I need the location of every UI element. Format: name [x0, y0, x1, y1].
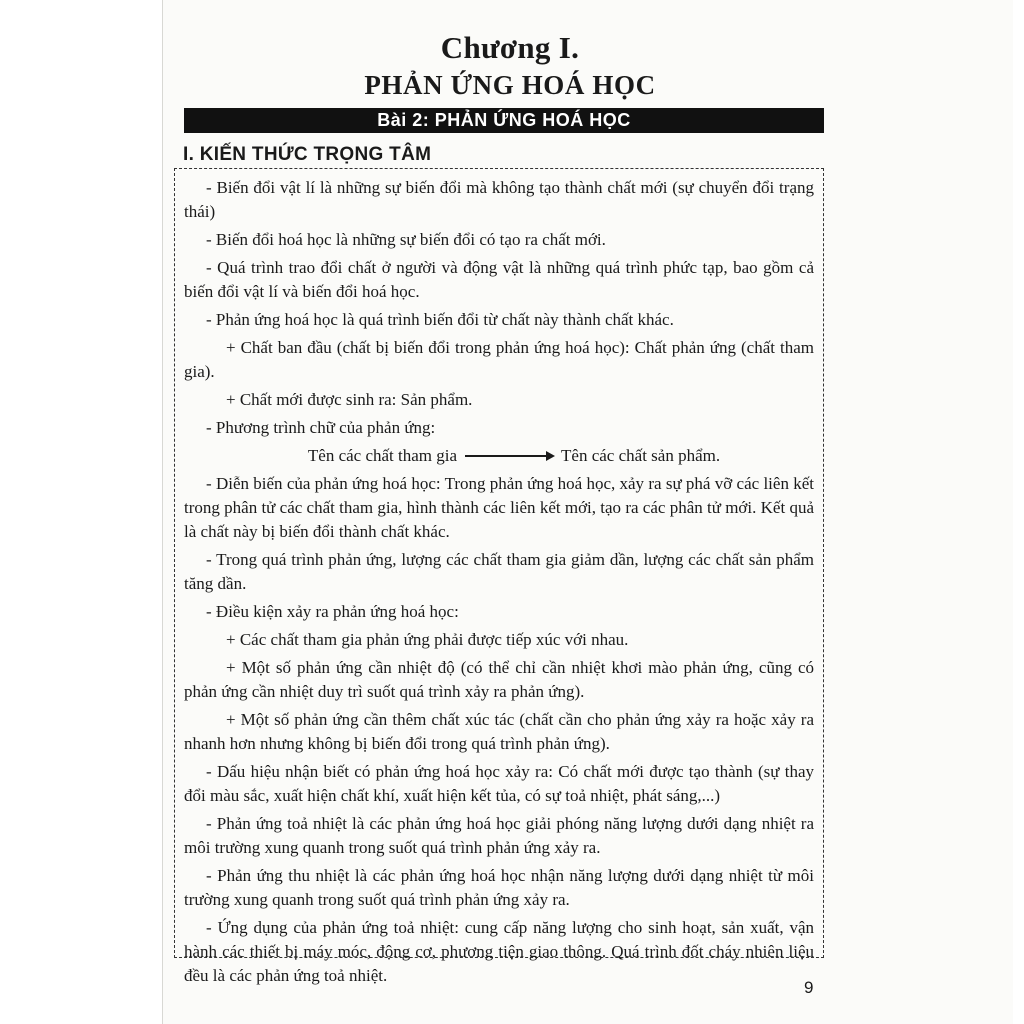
equation-left: Tên các chất tham gia	[307, 446, 458, 465]
paragraph-metabolism: - Quá trình trao đổi chất ở người và động vật là những quá trình phức tạp, bao gồm cả biến đổi vật lí và biến đổi hoá học.	[184, 258, 814, 301]
paragraph-products: + Chất mới được sinh ra: Sản phẩm.	[226, 390, 473, 409]
paragraph-amount-change: - Trong quá trình phản ứng, lượng các chất tham gia giảm dần, lượng các chất sản phẩm tăng dần.	[184, 550, 814, 593]
paragraph-exothermic: - Phản ứng toả nhiệt là các phản ứng hoá học giải phóng năng lượng dưới dạng nhiệt ra môi trường xung quanh trong suốt quá trình phản ứng xảy ra.	[184, 814, 814, 857]
paragraph-conditions: - Điều kiện xảy ra phản ứng hoá học:	[206, 602, 459, 621]
paragraph-signs: - Dấu hiệu nhận biết có phản ứng hoá học xảy ra: Có chất mới được tạo thành (sự thay đổi màu sắc, xuất hiện chất khí, xuất hiện kết tủa, có sự toả nhiệt, phát sáng,...)	[184, 762, 814, 805]
chapter-heading: Chương I.	[440, 30, 580, 65]
paragraph-endothermic: - Phản ứng thu nhiệt là các phản ứng hoá học nhận năng lượng dưới dạng nhiệt từ môi trường xung quanh trong suốt quá trình phản ứng xảy ra.	[184, 866, 814, 909]
knowledge-content	[184, 176, 814, 992]
paragraph-reaction-process: - Diễn biến của phản ứng hoá học: Trong phản ứng hoá học, xảy ra sự phá vỡ các liên kết trong phân tử các chất tham gia, hình thành các liên kết mới, tạo ra các phân tử mới. Kết quả là chất này bị biến đổi thành chất khác.	[184, 474, 814, 541]
topic-heading: PHẢN ỨNG HOÁ HỌC	[364, 70, 656, 100]
lesson-title-bar: Bài 2: PHẢN ỨNG HOÁ HỌC	[184, 108, 824, 133]
paragraph-applications: - Ứng dụng của phản ứng toả nhiệt: cung cấp năng lượng cho sinh hoạt, sản xuất, vận hành các thiết bị máy móc, động cơ, phương tiện giao thông. Quá trình đốt cháy nhiên liệu đều là các phản ứng toả nhiệt.	[184, 918, 814, 985]
word-equation	[184, 444, 814, 468]
paragraph-reactants: + Chất ban đầu (chất bị biến đổi trong phản ứng hoá học): Chất phản ứng (chất tham gia).	[184, 338, 814, 381]
paragraph-condition-contact: + Các chất tham gia phản ứng phải được tiếp xúc với nhau.	[226, 630, 629, 649]
paragraph-condition-catalyst: + Một số phản ứng cần thêm chất xúc tác (chất cần cho phản ứng xảy ra hoặc xảy ra nhanh hơn nhưng không bị biến đổi trong quá trình phản ứng).	[184, 710, 814, 753]
page-number: 9	[804, 978, 814, 997]
paragraph-physical-change: - Biến đổi vật lí là những sự biến đổi mà không tạo thành chất mới (sự chuyển đổi trạng thái)	[184, 178, 814, 221]
equation-right: Tên các chất sản phẩm.	[561, 446, 721, 465]
paragraph-condition-heat: + Một số phản ứng cần nhiệt độ (có thể chỉ cần nhiệt khơi mào phản ứng, cũng có phản ứng cần nhiệt duy trì suốt quá trình xảy ra phản ứng).	[184, 658, 814, 701]
paragraph-chemical-change: - Biến đổi hoá học là những sự biến đổi có tạo ra chất mới.	[206, 230, 606, 249]
arrow-right-icon	[465, 455, 553, 456]
section-title: I. KIẾN THỨC TRỌNG TÂM	[183, 144, 432, 165]
paragraph-word-equation: - Phương trình chữ của phản ứng:	[206, 418, 436, 437]
paragraph-reaction-definition: - Phản ứng hoá học là quá trình biến đổi từ chất này thành chất khác.	[206, 310, 674, 329]
